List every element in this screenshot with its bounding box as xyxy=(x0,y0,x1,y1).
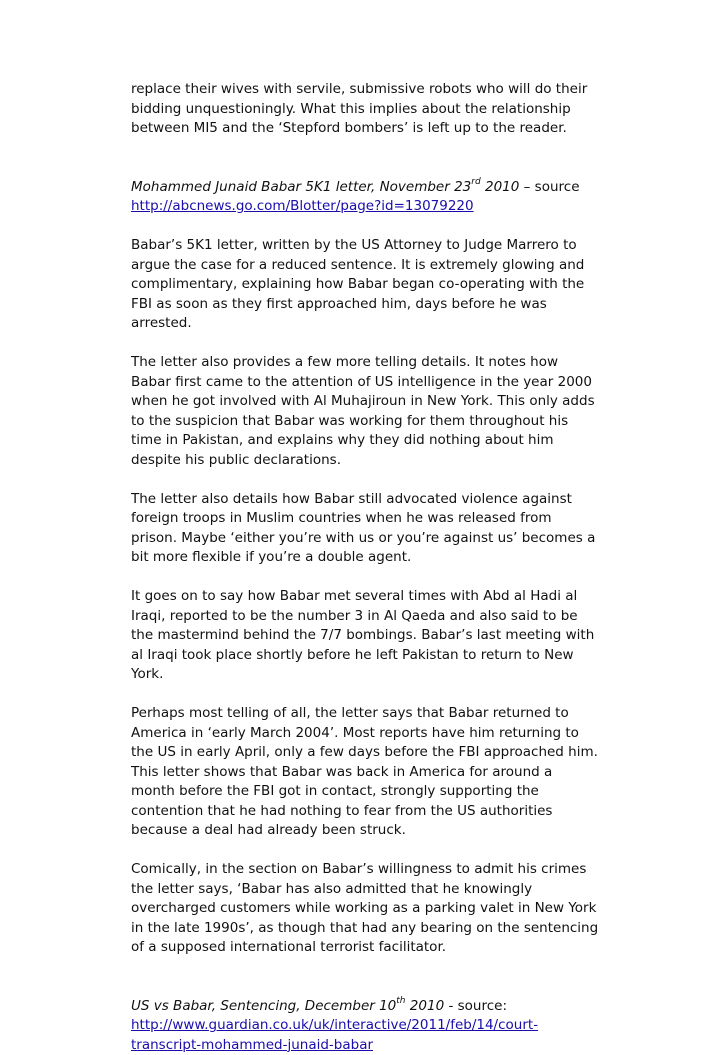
source-link-block xyxy=(131,197,599,217)
heading-superscript: rd xyxy=(471,177,481,187)
source-link-block xyxy=(131,1016,599,1055)
heading-source-label: - source: xyxy=(444,997,508,1014)
body-paragraph: Babar’s 5K1 letter, written by the US Attorney to Judge Marrero to argue the case for a reduced sentence. It is extremely glowing and complimentary, explaining how Babar began co-operating with the FBI as soon as they first approached him, days before he was arrested. xyxy=(131,237,585,331)
body-paragraph: The letter also provides a few more telling details. It notes how Babar first came to the attention of US intelligence in the year 2000 when he got involved with Al Muhajiroun in New York. This only adds to the suspicion that Babar was working for them throughout his time in Pakistan, and explains why they did nothing about him despite his public declarations. xyxy=(131,354,595,468)
heading-italic-text: US vs Babar, Sentencing, December 10 xyxy=(131,997,397,1014)
body-paragraph: Perhaps most telling of all, the letter says that Babar returned to America in ‘early March 2004’. Most reports have him returning to the US in early April, only a few days before the FBI approached him. This letter shows that Babar was back in America for around a month before the FBI got in contact, strongly supporting the contention that he had nothing to fear from the US authorities because a deal had already been struck. xyxy=(131,705,598,838)
spacer xyxy=(131,158,599,178)
document-body xyxy=(131,80,599,1055)
source-link-abcnews[interactable]: http://abcnews.go.com/Blotter/page?id=13079220 xyxy=(131,198,474,214)
heading-italic-tail: 2010 xyxy=(405,997,445,1014)
heading-source-label: – source xyxy=(519,178,580,195)
body-paragraph: Comically, in the section on Babar’s willingness to admit his crimes the letter says, ‘Babar has also admitted that he knowingly overcharged customers while working as a parking valet in New York in the late 1990s’, as though that had any bearing on the sentencing of a supposed international terrorist facilitator. xyxy=(131,861,599,955)
intro-paragraph: replace their wives with servile, submissive robots who will do their bidding unquestioningly. What this implies about the relationship between MI5 and the ‘Stepford bombers’ is left up to the reader. xyxy=(131,81,588,136)
body-paragraph: It goes on to say how Babar met several times with Abd al Hadi al Iraqi, reported to be the number 3 in Al Qaeda and also said to be the mastermind behind the 7/7 bombings. Babar’s last meeting with al Iraqi took place shortly before he left Pakistan to return to New York. xyxy=(131,588,595,682)
section-heading-5k1-letter xyxy=(131,178,599,198)
heading-superscript: th xyxy=(396,996,406,1006)
spacer xyxy=(131,977,599,997)
heading-italic-tail: 2010 xyxy=(480,178,520,195)
heading-italic-text: Mohammed Junaid Babar 5K1 letter, November 23 xyxy=(131,178,472,195)
section-heading-sentencing xyxy=(131,997,599,1017)
body-paragraph: The letter also details how Babar still advocated violence against foreign troops in Muslim countries when he was released from prison. Maybe ‘either you’re with us or you’re against us’ becomes a bit more flexible if you’re a double agent. xyxy=(131,490,596,565)
source-link-guardian[interactable]: http://www.guardian.co.uk/uk/interactive/2011/feb/14/court-transcript-mohammed-junaid-babar xyxy=(131,1017,539,1053)
